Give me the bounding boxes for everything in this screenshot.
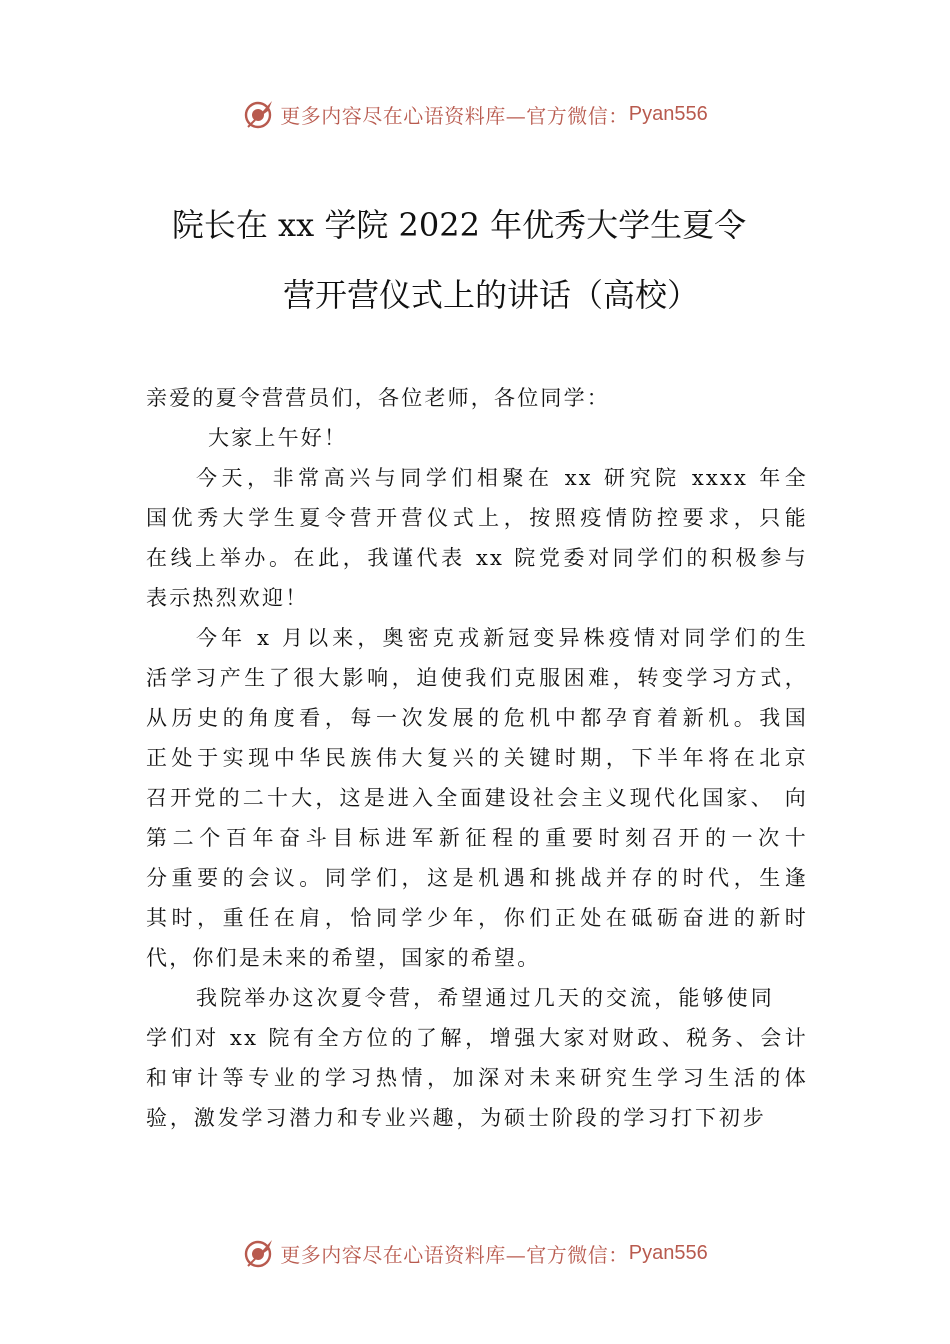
footer-banner [0,1233,950,1273]
quill-logo-icon [242,1236,276,1270]
paragraph-line: 分重要的会议。同学们，这是机遇和挑战并存的时代，生逢 [146,866,808,890]
paragraph-line: 第二个百年奋斗目标进军新征程的重要时刻召开的一次十 [146,826,808,850]
paragraph-line: 表示热烈欢迎！ [146,586,309,610]
paragraph-line: 我院举办这次夏令营，希望通过几天的交流，能够使同 [196,986,774,1010]
paragraph-line: 国优秀大学生夏令营开营仪式上，按照疫情防控要求，只能 [146,506,808,530]
paragraph-line: 活学习产生了很大影响，迫使我们克服困难，转变学习方式， [146,666,808,690]
paragraph-line: 正处于实现中华民族伟大复兴的关键时期，下半年将在北京 [146,746,808,770]
paragraph-line: 从历史的角度看，每一次发展的危机中都孕育着新机。我国 [146,706,808,730]
paragraph-line: 学们对 xx 院有全方位的了解，增强大家对财政、税务、会计 [146,1026,808,1050]
paragraph-line: 验，激发学习潜力和专业兴趣，为硕士阶段的学习打下初步 [146,1106,766,1130]
paragraph-line: 和审计等专业的学习热情，加深对未来研究生学习生活的体 [146,1066,808,1090]
paragraph-line: 今天，非常高兴与同学们相聚在 xx 研究院 xxxx 年全 [196,466,808,490]
paragraph-line: 在线上举办。在此，我谨代表 xx 院党委对同学们的积极参与 [146,546,808,570]
salutation-line: 亲爱的夏令营营员们，各位老师，各位同学： [146,386,610,410]
document-title-line-2: 营开营仪式上的讲话（高校） [282,276,699,314]
paragraph-line: 今年 x 月以来，奥密克戎新冠变异株疫情对同学们的生 [196,626,808,650]
paragraph-line: 代，你们是未来的希望，国家的希望。 [146,946,541,970]
paragraph-line: 其时，重任在肩，恰同学少年，你们正处在砥砺奋进的新时 [146,906,808,930]
banner-wechat-id: Pyan556 [628,102,708,125]
banner-text: 更多内容尽在心语资料库—官方微信： [280,1242,629,1267]
document-title-line-1: 院长在 xx 学院 2022 年优秀大学生夏令 [171,206,747,244]
quill-logo-icon [242,97,276,131]
header-banner [0,94,950,134]
greeting-line: 大家上午好！ [208,426,348,450]
banner-text: 更多内容尽在心语资料库—官方微信： [280,103,629,128]
paragraph-line: 召开党的二十大，这是进入全面建设社会主义现代化国家、 向 [146,786,808,810]
banner-wechat-id: Pyan556 [628,1241,708,1264]
